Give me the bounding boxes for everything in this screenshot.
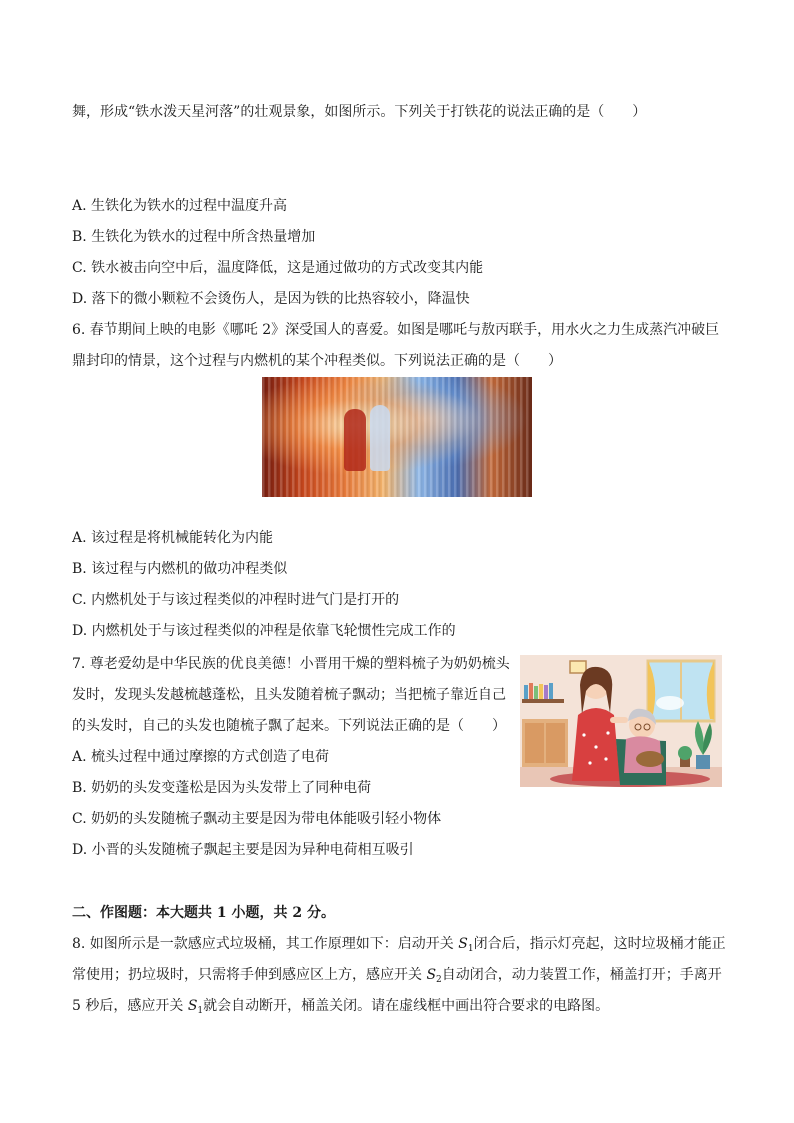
switch-s1-symbol: S (458, 936, 468, 952)
q8-stem-line3 (72, 996, 609, 1021)
q6-option-a: A. 该过程是将机械能转化为内能 (72, 530, 274, 546)
q8-text: 常使用；扔垃圾时，只需将手伸到感应区上方，感应开关 (72, 967, 427, 983)
movie-still-image (262, 377, 532, 497)
q6-stem-line1: 6. 春节期间上映的电影《哪吒 2》深受国人的喜爱。如图是哪吒与敖丙联手，用水火之力生成蒸汽冲破巨 (72, 322, 720, 338)
switch-s1-subscript: 1 (197, 1006, 204, 1016)
q6-option-b: B. 该过程与内燃机的做功冲程类似 (72, 561, 288, 577)
q7-stem-line3: 的头发时，自己的头发也随梳子飘了起来。下列说法正确的是（ ） (72, 718, 506, 734)
q5-option-d: D. 落下的微小颗粒不会烫伤人，是因为铁的比热容较小，降温快 (72, 291, 470, 307)
q7-stem-line1: 7. 尊老爱幼是中华民族的优良美德！小晋用干燥的塑料梳子为奶奶梳头 (72, 656, 510, 672)
q8-stem-line1 (72, 934, 726, 959)
q5-option-a: A. 生铁化为铁水的过程中温度升高 (72, 198, 288, 214)
q5-option-c: C. 铁水被击向空中后，温度降低，这是通过做功的方式改变其内能 (72, 260, 484, 276)
switch-s2-symbol: S (426, 967, 437, 983)
q6-option-d: D. 内燃机处于与该过程类似的冲程是依靠飞轮惯性完成工作的 (72, 623, 456, 639)
q7-option-c: C. 奶奶的头发随梳子飘动主要是因为带电体能吸引轻小物体 (72, 811, 442, 827)
q7-option-a: A. 梳头过程中通过摩擦的方式创造了电荷 (72, 749, 330, 765)
q5-option-b: B. 生铁化为铁水的过程中所含热量增加 (72, 229, 316, 245)
section-heading: 二、作图题：本大题共 1 小题，共 2 分。 (72, 905, 335, 921)
q7-stem-line2: 发时，发现头发越梳越蓬松，且头发随着梳子飘动；当把梳子靠近自己 (72, 687, 506, 703)
q7-option-b: B. 奶奶的头发变蓬松是因为头发带上了同种电荷 (72, 780, 372, 796)
q6-option-c: C. 内燃机处于与该过程类似的冲程时进气门是打开的 (72, 592, 400, 608)
q7-option-d: D. 小晋的头发随梳子飘起主要是因为异种电荷相互吸引 (72, 842, 414, 858)
switch-s1-subscript: 1 (467, 944, 474, 954)
q8-text: 就会自动断开，桶盖关闭。请在虚线框中画出符合要求的电路图。 (203, 998, 610, 1014)
q8-text: 5 秒后，感应开关 (72, 998, 188, 1014)
q8-stem-line2 (72, 965, 722, 990)
nezha-figure (344, 409, 366, 471)
switch-s1-symbol: S (187, 998, 198, 1014)
q8-text: 自动闭合，动力装置工作，桶盖打开；手离开 (441, 967, 722, 983)
q5-intro: 舞，形成“铁水泼天星河落”的壮观景象，如图所示。下列关于打铁花的说法正确的是（ ） (72, 104, 647, 120)
q6-stem-line2: 鼎封印的情景，这个过程与内燃机的某个冲程类似。下列说法正确的是（ ） (72, 353, 562, 369)
switch-s2-subscript: 2 (436, 975, 442, 985)
grandma-hair-combing-illustration (520, 655, 722, 787)
aobing-figure (370, 405, 390, 471)
q8-text: 8. 如图所示是一款感应式垃圾桶，其工作原理如下：启动开关 (72, 936, 459, 952)
q8-text: 闭合后，指示灯亮起，这时垃圾桶才能正 (473, 936, 726, 952)
